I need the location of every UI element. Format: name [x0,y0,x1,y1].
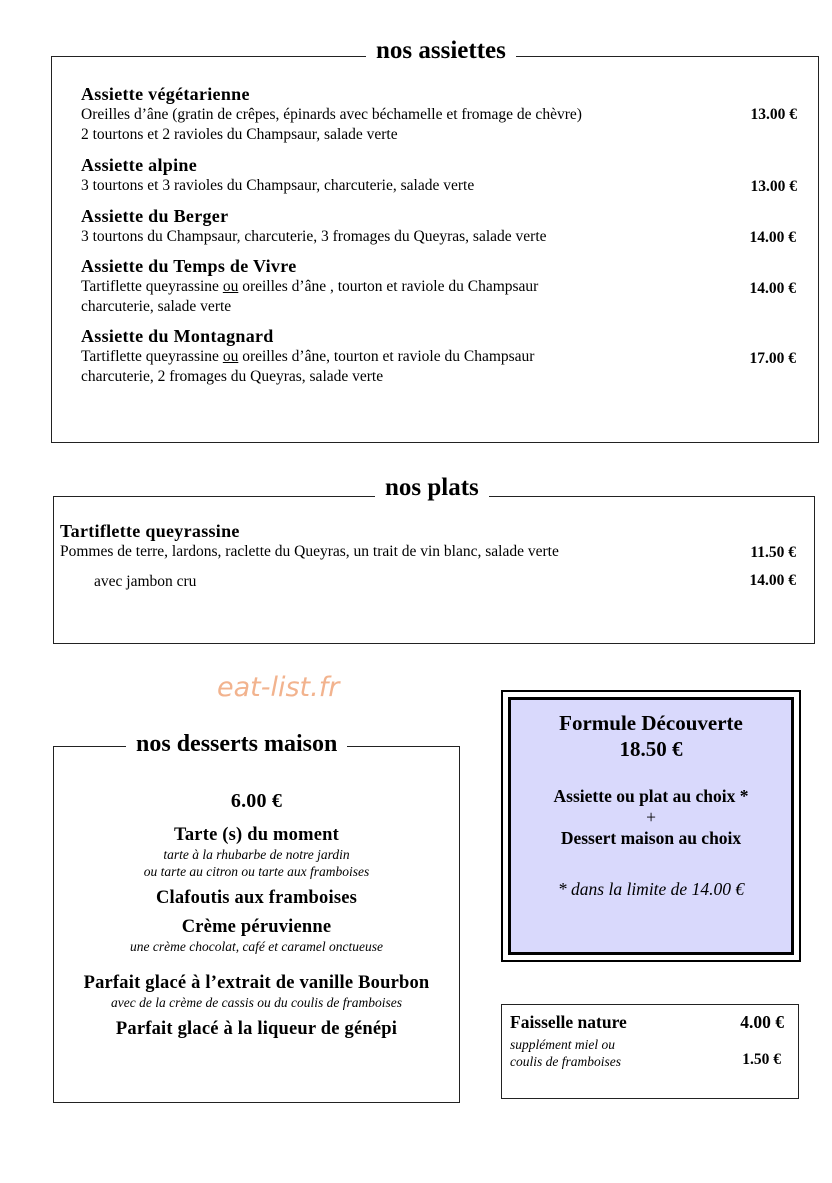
dessert-name: Parfait glacé à la liqueur de génépi [115,1019,398,1039]
dessert-desc: ou tarte au citron ou tarte aux framboises [143,864,370,879]
item-price: 13.00 € [750,106,797,123]
item-desc: 3 tourtons du Champsaur, charcuterie, 3 fromages du Queyras, salade verte [81,228,547,245]
item-desc: Oreilles d’âne (gratin de crêpes, épinards avec béchamelle et fromage de chèvre) [81,106,582,123]
formule-title: Formule Découverte [559,711,743,735]
faisselle-sub-price: 1.50 € [742,1051,781,1068]
item-desc: Tartiflette queyrassine ou oreilles d’âne , tourton et raviole du Champsaur [81,278,539,295]
dessert-desc: avec de la crème de cassis ou du coulis de framboises [111,995,402,1010]
faisselle-box [501,1004,799,1099]
faisselle-desc: coulis de framboises [510,1054,621,1069]
menu-item [81,206,721,247]
item-desc: 2 tourtons et 2 ravioles du Champsaur, salade verte [81,126,398,143]
watermark: eat-list.fr [217,672,340,703]
dessert-name: Crème péruvienne [181,917,332,937]
item-name: Assiette du Berger [81,206,229,226]
menu-item [81,326,721,387]
item-name: Assiette du Temps de Vivre [81,256,297,276]
item-price: 17.00 € [749,350,796,367]
desserts-price: 6.00 € [230,790,283,812]
menu-item [81,84,801,145]
formule-line: Dessert maison au choix [560,828,742,848]
formule-box [501,690,801,962]
menu-item [81,256,721,317]
dessert-name: Parfait glacé à l’extrait de vanille Bourbon [83,973,430,993]
dessert-name: Clafoutis aux framboises [155,888,358,908]
dessert-desc: une crème chocolat, café et caramel onctueuse [129,939,384,954]
item-desc: Pommes de terre, lardons, raclette du Queyras, un trait de vin blanc, salade verte [60,543,559,560]
item-price: 14.00 € [749,229,796,246]
faisselle-name: Faisselle nature [510,1012,627,1032]
item-option: avec jambon cru [94,573,197,590]
formule-plus: + [646,807,656,827]
item-desc: 3 tourtons et 3 ravioles du Champsaur, charcuterie, salade verte [81,177,475,194]
menu-item [81,155,721,196]
assiettes-title: nos assiettes [366,37,516,65]
desserts-title: nos desserts maison [126,730,347,758]
item-desc: charcuterie, salade verte [81,298,232,315]
formule-inner [508,697,794,955]
item-price: 14.00 € [749,280,796,297]
item-price: 13.00 € [750,178,797,195]
item-desc: Tartiflette queyrassine ou oreilles d’âne, tourton et raviole du Champsaur [81,348,535,365]
plats-section [53,496,815,644]
menu-item [60,521,740,562]
formule-note: * dans la limite de 14.00 € [557,879,745,899]
item-price: 11.50 € [750,544,796,561]
faisselle-desc: supplément miel ou [510,1037,615,1052]
plats-title: nos plats [375,474,489,502]
item-desc: charcuterie, 2 fromages du Queyras, salade verte [81,368,384,385]
formule-line: Assiette ou plat au choix * [553,786,749,806]
faisselle-price: 4.00 € [740,1012,784,1032]
item-name: Assiette du Montagnard [81,326,274,346]
item-name: Assiette alpine [81,155,197,175]
dessert-name: Tarte (s) du moment [174,825,339,845]
item-name: Tartiflette queyrassine [60,521,240,541]
item-name: Assiette végétarienne [81,84,250,104]
dessert-desc: tarte à la rhubarbe de notre jardin [163,847,350,862]
formule-price: 18.50 € [619,737,683,761]
desserts-list [55,790,458,1040]
item-option-price: 14.00 € [749,572,796,589]
